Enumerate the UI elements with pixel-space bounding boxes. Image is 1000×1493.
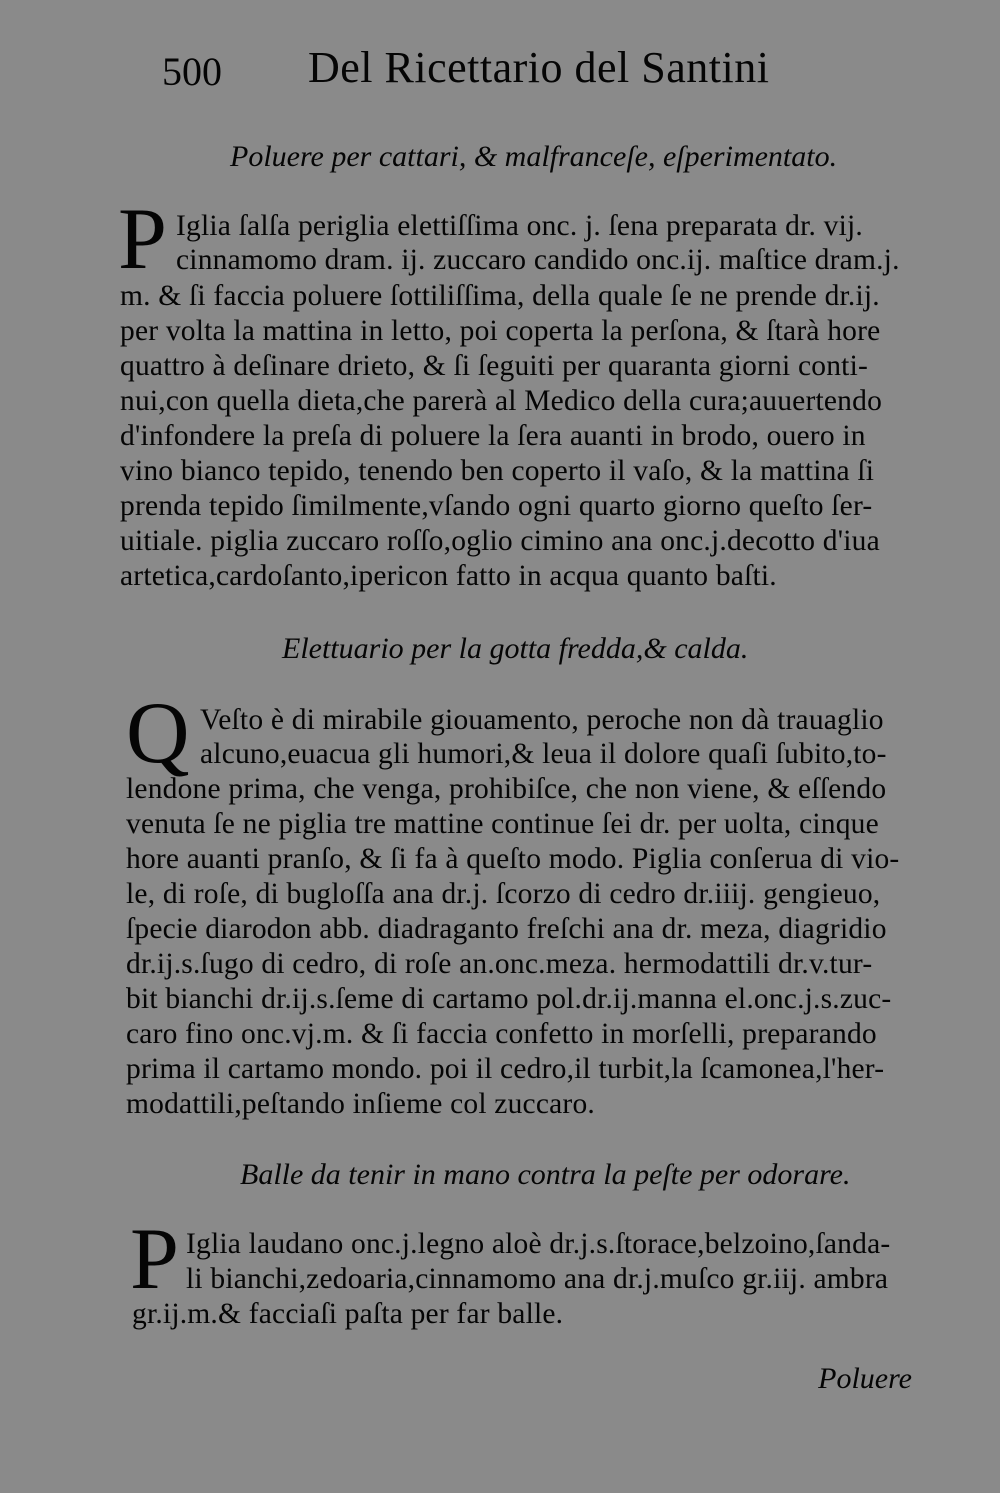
text-line: per volta la mattina in letto, poi coperta la perſona, & ſtarà hore	[120, 315, 881, 347]
running-head	[160, 38, 800, 98]
text-line: lendone prima, che venga, prohibiſce, che non viene, & eſſendo	[126, 773, 887, 805]
text-line: quattro à deſinare drieto, & ſi ſeguiti per quaranta giorni conti-	[120, 350, 868, 382]
text-line: li bianchi,zedoaria,cinnamomo ana dr.j.muſco gr.iij. ambra	[186, 1263, 889, 1295]
text-line: hore auanti pranſo, & ſi fa à queſto modo. Piglia conſerua di vio-	[126, 843, 900, 875]
drop-cap: Q	[126, 685, 190, 782]
section-heading: Poluere per cattari, & malfranceſe, eſperimentato.	[230, 140, 838, 173]
text-line: gr.ij.m.& facciaſi paſta per far balle.	[132, 1298, 564, 1330]
text-line: prima il cartamo mondo. poi il cedro,il turbit,la ſcamonea,l'her-	[126, 1053, 885, 1085]
text-line: modattili,peſtando inſieme col zuccaro.	[126, 1088, 595, 1120]
text-line: prenda tepido ſimilmente,vſando ogni quarto giorno queſto ſer-	[120, 490, 873, 522]
text-line: artetica,cardoſanto,ipericon fatto in acqua quanto baſti.	[120, 560, 777, 592]
text-line: Veſto è di mirabile giouamento, peroche non dà trauaglio	[200, 704, 884, 736]
page-number: 500	[162, 49, 222, 94]
text-line: nui,con quella dieta,che parerà al Medico della cura;auuertendo	[120, 385, 883, 417]
text-line: uitiale. piglia zuccaro roſſo,oglio cimino ana onc.j.decotto d'iua	[120, 525, 880, 557]
text-line: venuta ſe ne piglia tre mattine continue ſei dr. per uolta, cinque	[126, 808, 879, 840]
text-line: alcuno,euacua gli humori,& leua il dolore quaſi ſubito,to-	[200, 738, 887, 770]
drop-cap: P	[130, 1211, 179, 1308]
text-line: dr.ij.s.ſugo di cedro, di roſe an.onc.meza. hermodattili dr.v.tur-	[126, 948, 873, 980]
drop-cap: P	[118, 191, 167, 288]
text-line: ſpecie diarodon abb. diadraganto freſchi ana dr. meza, diagridio	[126, 913, 887, 945]
text-line: m. & ſi faccia poluere ſottiliſſima, della quale ſe ne prende dr.ij.	[120, 280, 880, 312]
text-line: Iglia laudano onc.j.legno aloè dr.j.s.ſtorace,belzoino,ſanda-	[186, 1228, 891, 1260]
text-line: cinnamomo dram. ij. zuccaro candido onc.ij. maſtice dram.j.	[176, 244, 900, 276]
text-line: d'infondere la preſa di poluere la ſera auanti in brodo, ouero in	[120, 420, 866, 452]
header-title: Del Ricettario del Santini	[308, 43, 770, 92]
text-line: Iglia ſalſa periglia elettiſſima onc. j. ſena preparata dr. vij.	[176, 210, 863, 242]
catchword: Poluere	[818, 1362, 912, 1395]
section-heading: Balle da tenir in mano contra la peſte per odorare.	[240, 1158, 851, 1191]
text-line: le, di roſe, di bugloſſa ana dr.j. ſcorzo di cedro dr.iiij. gengieuo,	[126, 878, 881, 910]
text-line: caro fino onc.vj.m. & ſi faccia confetto in morſelli, preparando	[126, 1018, 877, 1050]
section-heading: Elettuario per la gotta fredda,& calda.	[282, 632, 749, 665]
text-line: vino bianco tepido, tenendo ben coperto il vaſo, & la mattina ſi	[120, 455, 875, 487]
text-line: bit bianchi dr.ij.s.ſeme di cartamo pol.dr.ij.manna el.onc.j.s.zuc-	[126, 983, 892, 1015]
